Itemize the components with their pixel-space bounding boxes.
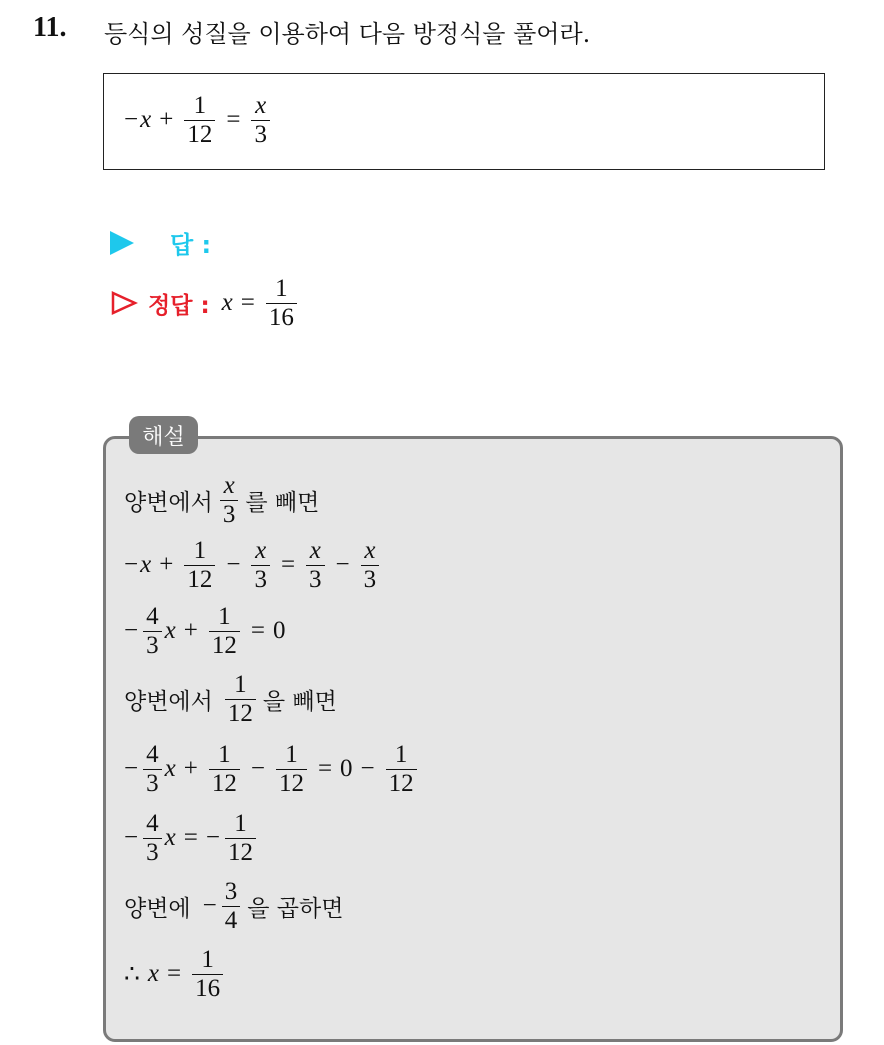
fraction: $\frac{1}{12}$: [209, 741, 240, 797]
fraction: $\frac{1}{12}$: [225, 810, 256, 866]
fraction: $\frac{4}{3}$: [143, 741, 162, 797]
solution-final: ∴ x = $\frac{1}{16}$: [124, 946, 226, 1002]
fraction: $\frac{1}{16}$: [192, 946, 223, 1002]
fraction: $\frac{4}{3}$: [143, 810, 162, 866]
solution-step-1: 양변에서 $\frac{x}{3}$ 를 빼면: [124, 472, 320, 528]
fraction: $\frac{x}{3}$: [361, 537, 380, 593]
fraction: $\frac{x}{3}$: [251, 92, 270, 148]
fraction: $\frac{1}{12}$: [386, 741, 417, 797]
answer-label: 답 :: [170, 231, 212, 259]
solution-step-3: − $\frac{4}{3}$ x + $\frac{1}{12}$ = 0: [124, 603, 286, 659]
fraction: $\frac{x}{3}$: [220, 472, 239, 528]
solution-step-4: 양변에서 $\frac{1}{12}$ 을 빼면: [124, 671, 337, 727]
correct-answer-row: [110, 275, 300, 331]
question-text: 등식의 성질을 이용하여 다음 방정식을 풀어라.: [104, 20, 591, 48]
question-number: 11.: [33, 12, 67, 43]
fraction: $\frac{3}{4}$: [222, 878, 241, 934]
fraction: $\frac{1}{12}$: [184, 537, 215, 593]
correct-value: x = $\frac{1}{16}$: [222, 275, 300, 331]
solution-step-7: 양변에 − $\frac{3}{4}$ 을 곱하면: [124, 878, 344, 934]
outline-play-icon: [110, 290, 138, 316]
fraction: $\frac{1}{16}$: [266, 275, 297, 331]
solution-step-5: − $\frac{4}{3}$ x + $\frac{1}{12}$ − $\frac{1}{12}$ = 0 − $\frac{1}{12}$: [124, 741, 420, 797]
solution-step-2: − x + $\frac{1}{12}$ − $\frac{x}{3}$ = $\frac{x}{3}$ − $\frac{x}{3}$: [124, 537, 382, 593]
fraction: $\frac{1}{12}$: [276, 741, 307, 797]
fraction: $\frac{4}{3}$: [143, 603, 162, 659]
equation: − x + $\frac{1}{12}$ = $\frac{x}{3}$: [124, 92, 273, 148]
solution-tag: 해설: [129, 416, 198, 454]
answer-row: [110, 225, 211, 260]
fraction: $\frac{x}{3}$: [306, 537, 325, 593]
fraction: $\frac{1}{12}$: [184, 92, 215, 148]
fraction: $\frac{1}{12}$: [225, 671, 256, 727]
fraction: $\frac{1}{12}$: [209, 603, 240, 659]
fraction: $\frac{x}{3}$: [251, 537, 270, 593]
play-icon: [110, 231, 134, 255]
solution-step-6: − $\frac{4}{3}$ x = − $\frac{1}{12}$: [124, 810, 259, 866]
correct-label: 정답 :: [148, 292, 210, 319]
